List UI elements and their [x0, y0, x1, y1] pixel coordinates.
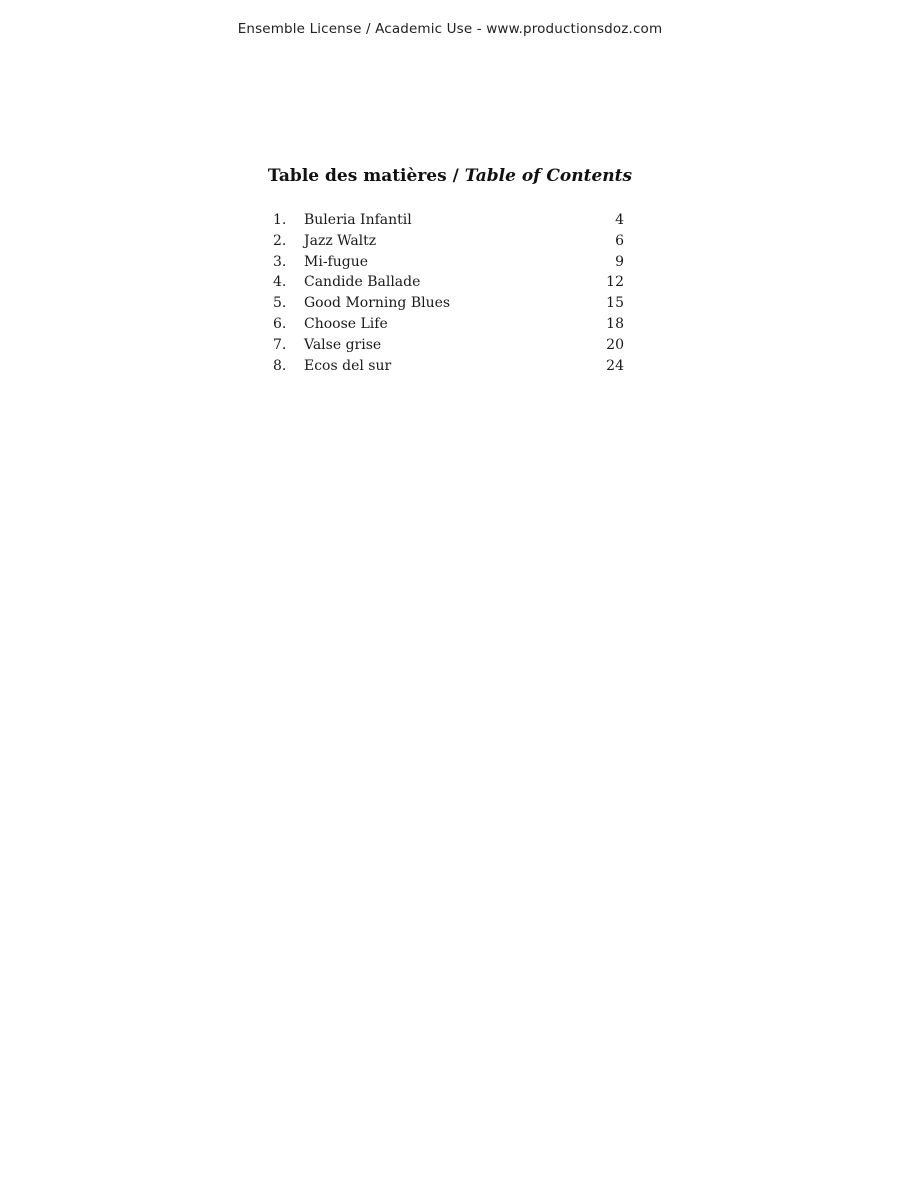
toc-entry-page: 24 — [606, 357, 624, 374]
toc-entry — [270, 272, 626, 293]
toc-entry-title: Mi-fugue — [304, 253, 369, 270]
toc-entry — [270, 231, 626, 252]
license-header: Ensemble License / Academic Use - www.productionsdoz.com — [237, 21, 663, 37]
toc-entry — [270, 210, 626, 231]
toc-entry-number: 8. — [273, 357, 287, 374]
toc-title-french: Table des matières / — [267, 166, 465, 186]
toc-entry-number: 1. — [273, 212, 287, 228]
toc-entry-title: Candide Ballade — [304, 274, 421, 291]
toc-entry-page: 9 — [615, 253, 624, 270]
toc-entry-title: Choose Life — [304, 315, 388, 332]
toc-title — [0, 166, 900, 186]
toc-entry-title: Good Morning Blues — [304, 295, 451, 312]
toc-entry-number: 5. — [273, 295, 287, 312]
toc-entry — [270, 252, 626, 273]
toc-entry-title: Valse grise — [304, 336, 382, 353]
toc-entry — [270, 293, 626, 314]
toc-entry-page: 15 — [606, 295, 624, 312]
toc-entry — [270, 314, 626, 335]
toc-title-english: Table of Contents — [464, 166, 633, 186]
toc-entry-number: 3. — [273, 253, 287, 270]
toc-entry-number: 6. — [273, 315, 287, 332]
toc-entry-number: 2. — [273, 232, 287, 249]
toc-entry-number: 7. — [273, 336, 287, 353]
toc-entry-title: Ecos del sur — [304, 357, 392, 374]
toc-list — [270, 210, 626, 376]
toc-entry-title: Jazz Waltz — [304, 232, 377, 249]
toc-entry-page: 12 — [606, 274, 624, 291]
toc-entry-page: 18 — [606, 315, 624, 332]
toc-entry-page: 20 — [606, 336, 624, 353]
toc-entry-page: 6 — [615, 232, 624, 249]
toc-entry — [270, 335, 626, 356]
toc-entry — [270, 356, 626, 377]
toc-entry-number: 4. — [273, 274, 287, 291]
toc-entry-title: Buleria Infantil — [304, 212, 412, 228]
toc-entry-page: 4 — [615, 212, 624, 228]
